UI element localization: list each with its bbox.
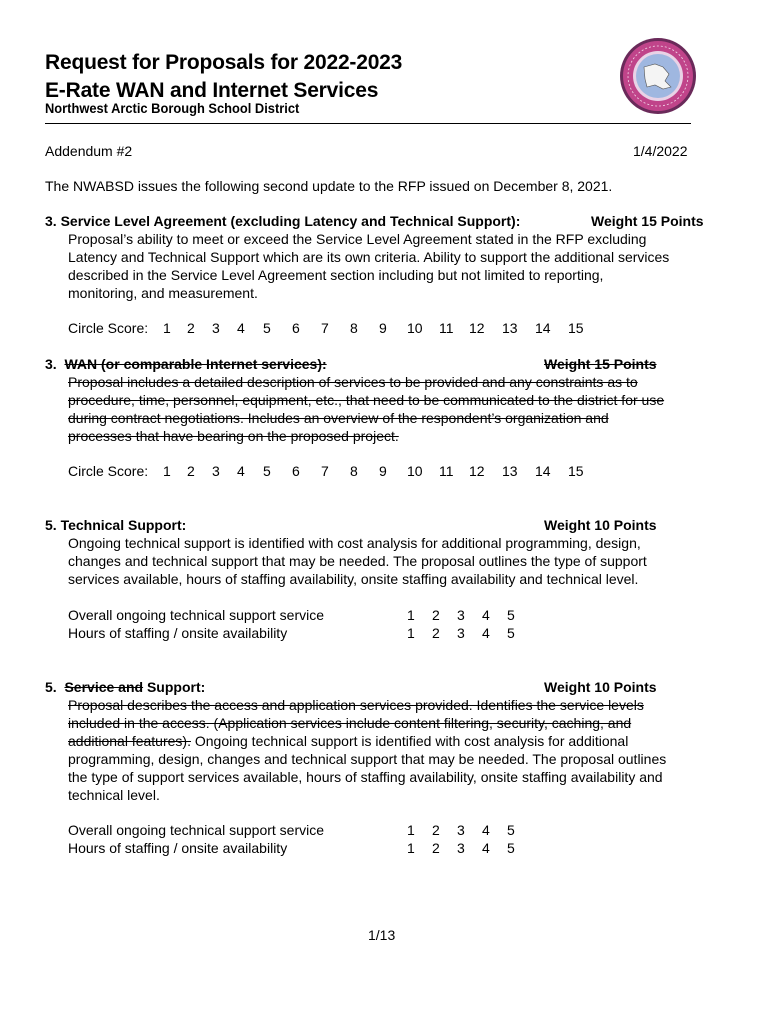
rating-option[interactable]: 3: [457, 822, 465, 838]
rating-option[interactable]: 3: [457, 607, 465, 623]
body-line-struck: processes that have bearing on the proposed project.: [68, 428, 399, 444]
score-option[interactable]: 10: [407, 463, 423, 479]
district-name: Northwest Arctic Borough School District: [45, 100, 300, 116]
score-option[interactable]: 4: [237, 320, 245, 336]
section-heading-struck: WAN (or comparable Internet services):: [64, 356, 327, 372]
body-text-struck: additional features).: [68, 733, 191, 749]
rating-option[interactable]: 2: [432, 607, 440, 623]
rating-option[interactable]: 4: [482, 822, 490, 838]
score-option[interactable]: 3: [212, 320, 220, 336]
body-line-struck: Proposal includes a detailed description of services to be provided and any constraints as to: [68, 374, 638, 390]
section-number: 5.: [45, 679, 57, 695]
body-line-struck: procedure, time, personnel, equipment, etc., that need to be communicated to the district for use: [68, 392, 665, 408]
score-option[interactable]: 9: [379, 463, 387, 479]
rating-option[interactable]: 2: [432, 822, 440, 838]
rating-option[interactable]: 3: [457, 840, 465, 856]
rating-option[interactable]: 5: [507, 840, 515, 856]
section-weight: Weight 10 Points: [544, 517, 657, 533]
score-option[interactable]: 7: [321, 463, 329, 479]
page-title: [45, 49, 402, 105]
section-heading: [45, 678, 205, 696]
section-weight: Weight 15 Points: [544, 356, 657, 372]
score-option[interactable]: 1: [163, 320, 171, 336]
title-line-1: Request for Proposals for 2022-2023: [45, 51, 403, 74]
rating-label: Overall ongoing technical support service: [68, 607, 325, 623]
score-option[interactable]: 12: [469, 320, 485, 336]
score-option[interactable]: 5: [263, 463, 271, 479]
rating-option[interactable]: 5: [507, 822, 515, 838]
score-option[interactable]: 15: [568, 320, 584, 336]
body-line-struck: during contract negotiations. Includes an overview of the respondent’s organization and: [68, 410, 609, 426]
section-weight: Weight 10 Points: [544, 679, 657, 695]
score-option[interactable]: 14: [535, 463, 551, 479]
score-option[interactable]: 13: [502, 320, 518, 336]
score-option[interactable]: 12: [469, 463, 485, 479]
score-option[interactable]: 7: [321, 320, 329, 336]
section-heading-struck: Service and: [64, 679, 144, 695]
score-option[interactable]: 3: [212, 463, 220, 479]
score-option[interactable]: 2: [187, 463, 195, 479]
body-line: programming, design, changes and technical support that may be needed. The proposal outlines: [68, 751, 667, 767]
rating-option[interactable]: 4: [482, 840, 490, 856]
section-heading: 3. Service Level Agreement (excluding Latency and Technical Support):: [45, 213, 521, 229]
body-text: Ongoing technical support is identified with cost analysis for additional: [190, 733, 629, 749]
rating-option[interactable]: 4: [482, 625, 490, 641]
body-line: Proposal’s ability to meet or exceed the Service Level Agreement stated in the RFP excluding: [68, 231, 647, 247]
body-line: monitoring, and measurement.: [68, 285, 258, 301]
score-option[interactable]: 11: [439, 463, 454, 479]
rating-option[interactable]: 1: [407, 822, 415, 838]
section-number: 3.: [45, 356, 57, 372]
rating-option[interactable]: 2: [432, 625, 440, 641]
addendum-date: 1/4/2022: [633, 143, 688, 159]
body-line: described in the Service Level Agreement section including but not limited to reporting,: [68, 267, 604, 283]
rating-option[interactable]: 2: [432, 840, 440, 856]
body-line: technical level.: [68, 787, 160, 803]
rating-option[interactable]: 3: [457, 625, 465, 641]
body-line-struck: included in the access. (Application services include content filtering, security, caching, and: [68, 715, 632, 731]
rating-option[interactable]: 1: [407, 607, 415, 623]
score-option[interactable]: 2: [187, 320, 195, 336]
body-line-struck: Proposal describes the access and application services provided. Identifies the service levels: [68, 697, 644, 713]
score-option[interactable]: 8: [350, 463, 358, 479]
score-label: Circle Score:: [68, 320, 149, 336]
section-weight: Weight 15 Points: [591, 213, 704, 229]
section-heading-rest: Support:: [146, 679, 206, 695]
rating-option[interactable]: 5: [507, 625, 515, 641]
page-number: 1/13: [368, 927, 396, 943]
section-heading: [45, 355, 327, 373]
rating-option[interactable]: 1: [407, 625, 415, 641]
intro-text: The NWABSD issues the following second update to the RFP issued on December 8, 2021.: [45, 178, 613, 194]
score-option[interactable]: 1: [163, 463, 171, 479]
score-option[interactable]: 5: [263, 320, 271, 336]
score-option[interactable]: 6: [292, 463, 300, 479]
score-option[interactable]: 6: [292, 320, 300, 336]
rating-option[interactable]: 5: [507, 607, 515, 623]
body-line: Latency and Technical Support which are its own criteria. Ability to support the additional services: [68, 249, 670, 265]
score-option[interactable]: 8: [350, 320, 358, 336]
rating-label: Hours of staffing / onsite availability: [68, 840, 288, 856]
score-label: Circle Score:: [68, 463, 149, 479]
title-line-2: E-Rate WAN and Internet Services: [45, 79, 379, 102]
section-heading: 5. Technical Support:: [45, 517, 187, 533]
header-divider: [45, 123, 691, 124]
score-option[interactable]: 11: [439, 320, 454, 336]
body-line: Ongoing technical support is identified with cost analysis for additional programming, design,: [68, 535, 641, 551]
rating-option[interactable]: 1: [407, 840, 415, 856]
rating-label: Hours of staffing / onsite availability: [68, 625, 288, 641]
rating-option[interactable]: 4: [482, 607, 490, 623]
score-option[interactable]: 15: [568, 463, 584, 479]
rating-label: Overall ongoing technical support service: [68, 822, 325, 838]
score-option[interactable]: 4: [237, 463, 245, 479]
score-option[interactable]: 9: [379, 320, 387, 336]
district-seal-icon: [619, 37, 697, 115]
addendum-label: Addendum #2: [45, 143, 133, 159]
score-option[interactable]: 14: [535, 320, 551, 336]
body-line: changes and technical support that may be needed. The proposal outlines the type of support: [68, 553, 647, 569]
body-line: the type of support services available, hours of staffing availability, onsite staffing availability and: [68, 769, 663, 785]
body-line: services available, hours of staffing availability, onsite staffing availability and technical level.: [68, 571, 639, 587]
body-line: [68, 732, 628, 750]
score-option[interactable]: 13: [502, 463, 518, 479]
score-option[interactable]: 10: [407, 320, 423, 336]
